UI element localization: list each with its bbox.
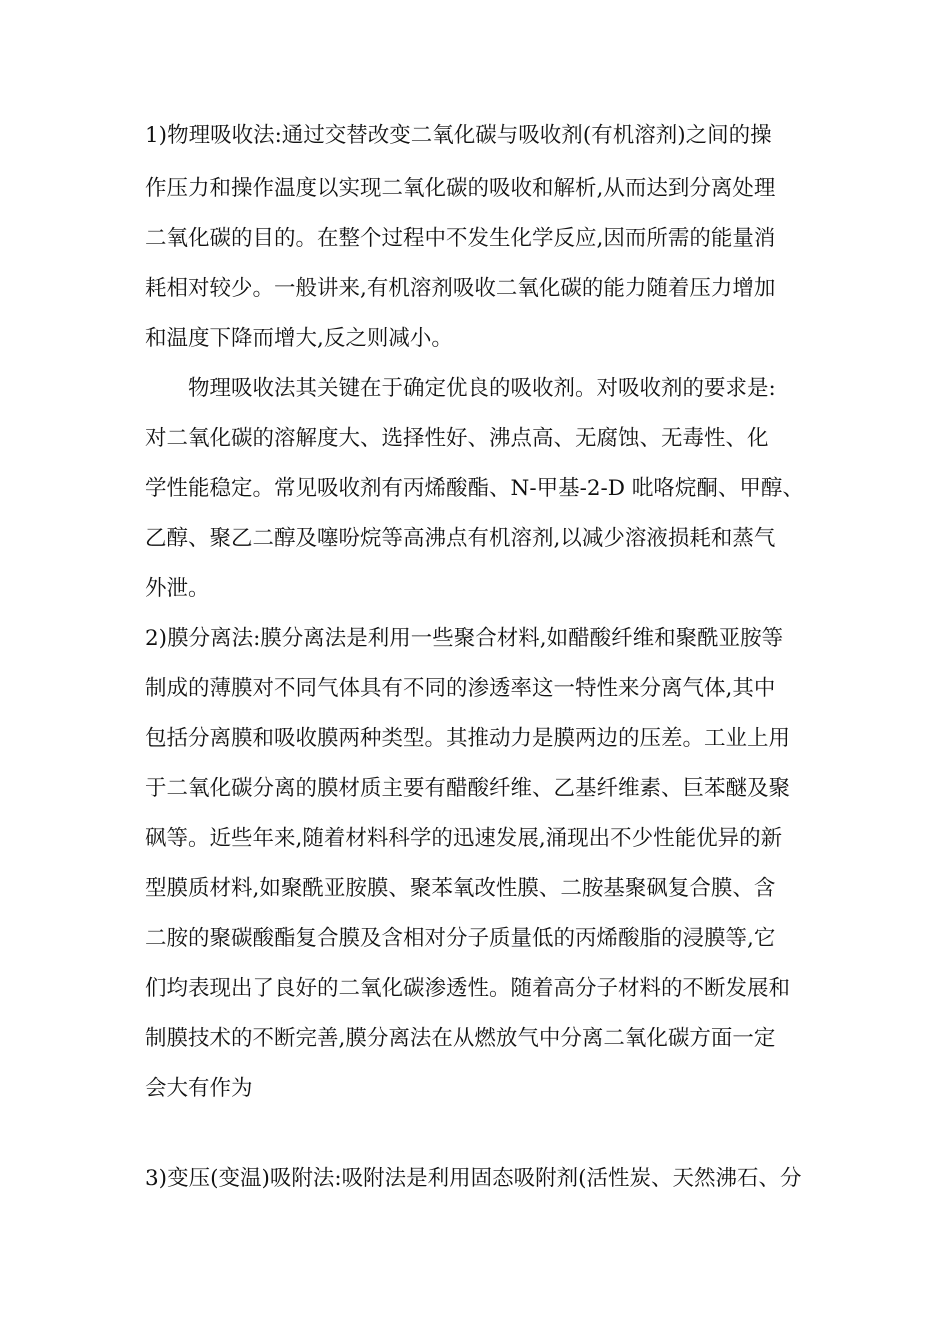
paragraph-3-line-4: 于二氧化碳分离的膜材质主要有醋酸纤维、乙基纤维素、巨苯醚及聚 xyxy=(145,776,791,801)
paragraph-1-line-5: 和温度下降而增大,反之则减小。 xyxy=(145,326,453,351)
paragraph-2-line-3: 学性能稳定。常见吸收剂有丙烯酸酯、N-甲基-2-D 吡咯烷酮、甲醇、 xyxy=(145,476,804,501)
paragraph-3-line-2: 制成的薄膜对不同气体具有不同的渗透率这一特性来分离气体,其中 xyxy=(145,676,776,701)
paragraph-2-line-1: 物理吸收法其关键在于确定优良的吸收剂。对吸收剂的要求是: xyxy=(188,376,776,401)
paragraph-1-line-1: 1)物理吸收法:通过交替改变二氧化碳与吸收剂(有机溶剂)之间的操 xyxy=(145,123,772,148)
paragraph-2-line-2: 对二氧化碳的溶解度大、选择性好、沸点高、无腐蚀、无毒性、化 xyxy=(145,426,769,451)
paragraph-1-line-4: 耗相对较少。一般讲来,有机溶剂吸收二氧化碳的能力随着压力增加 xyxy=(145,276,776,301)
paragraph-1-line-3: 二氧化碳的目的。在整个过程中不发生化学反应,因而所需的能量消 xyxy=(145,226,776,251)
paragraph-2-line-5: 外泄。 xyxy=(145,576,210,601)
paragraph-3-line-8: 们均表现出了良好的二氧化碳渗透性。随着高分子材料的不断发展和 xyxy=(145,976,791,1001)
paragraph-3-line-10: 会大有作为 xyxy=(145,1076,253,1101)
paragraph-3-line-6: 型膜质材料,如聚酰亚胺膜、聚苯氧改性膜、二胺基聚砜复合膜、含 xyxy=(145,876,776,901)
paragraph-1-line-2: 作压力和操作温度以实现二氧化碳的吸收和解析,从而达到分离处理 xyxy=(145,176,776,201)
paragraph-3-line-3: 包括分离膜和吸收膜两种类型。其推动力是膜两边的压差。工业上用 xyxy=(145,726,791,751)
paragraph-3-line-7: 二胺的聚碳酸酯复合膜及含相对分子质量低的丙烯酸脂的浸膜等,它 xyxy=(145,926,776,951)
paragraph-3-line-1: 2)膜分离法:膜分离法是利用一些聚合材料,如醋酸纤维和聚酰亚胺等 xyxy=(145,626,784,651)
paragraph-4-line-1: 3)变压(变温)吸附法:吸附法是利用固态吸附剂(活性炭、天然沸石、分 xyxy=(145,1166,802,1191)
paragraph-3-line-9: 制膜技术的不断完善,膜分离法在从燃放气中分离二氧化碳方面一定 xyxy=(145,1026,776,1051)
paragraph-3-line-5: 砜等。近些年来,随着材料科学的迅速发展,涌现出不少性能优异的新 xyxy=(145,826,783,851)
paragraph-2-line-4: 乙醇、聚乙二醇及噻吩烷等高沸点有机溶剂,以减少溶液损耗和蒸气 xyxy=(145,526,776,551)
